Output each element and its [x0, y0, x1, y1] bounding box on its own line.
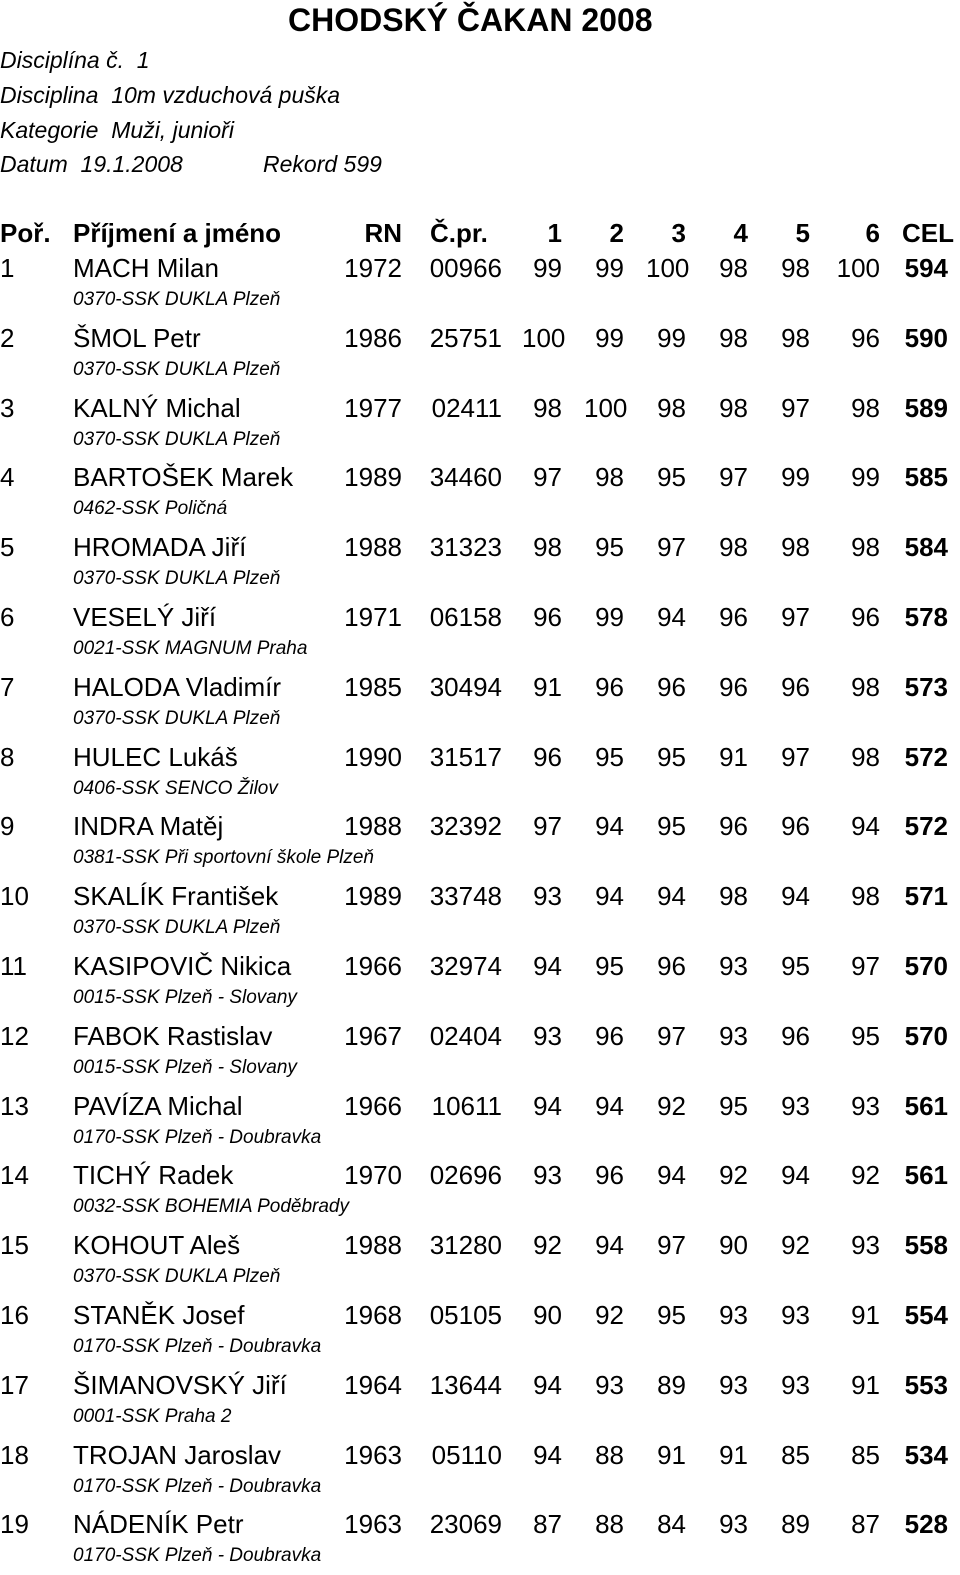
cell-s4: 93 — [719, 951, 748, 981]
table-row — [0, 949, 960, 983]
cell-poz: 15 — [0, 1230, 29, 1260]
cell-cp: 23069 — [429, 1509, 502, 1539]
cell-s3: 96 — [657, 951, 686, 981]
table-row — [0, 391, 960, 425]
table-row — [0, 809, 960, 843]
cell-s5: 97 — [781, 602, 810, 632]
club-name: 0015-SSK Plzeň - Slovany — [73, 987, 297, 1008]
cell-s1: 97 — [533, 811, 562, 841]
cell-s4: 90 — [719, 1230, 748, 1260]
cell-s4: 98 — [719, 881, 748, 911]
cell-s3: 95 — [657, 462, 686, 492]
table-row — [0, 670, 960, 704]
cell-name: PAVÍZA Michal — [73, 1091, 243, 1121]
club-name: 0170-SSK Plzeň - Doubravka — [73, 1545, 322, 1566]
table-row — [0, 1368, 960, 1402]
table-row — [0, 600, 960, 634]
cell-cp: 06158 — [429, 602, 502, 632]
cell-name: FABOK Rastislav — [73, 1021, 273, 1051]
cell-cel: 585 — [904, 462, 948, 492]
cell-s6: 92 — [851, 1160, 880, 1190]
cell-s5: 96 — [781, 1021, 810, 1051]
cell-poz: 5 — [0, 532, 15, 562]
cell-cp: 00966 — [429, 253, 502, 283]
club-name: 0370-SSK DUKLA Plzeň — [73, 1266, 281, 1287]
cell-s3: 92 — [657, 1091, 686, 1121]
cell-name: KOHOUT Aleš — [73, 1230, 241, 1260]
cell-s4: 98 — [719, 393, 748, 423]
cell-cp: 33748 — [429, 881, 502, 911]
cell-s4: 96 — [719, 672, 748, 702]
cell-rn: 1966 — [344, 1091, 402, 1121]
cell-s2: 100 — [584, 393, 628, 423]
cell-cel: 578 — [904, 602, 948, 632]
cell-cp: 30494 — [429, 672, 502, 702]
cell-cel: 584 — [904, 532, 948, 562]
cell-cel: 534 — [904, 1440, 948, 1470]
cell-poz: 17 — [0, 1370, 29, 1400]
date-text: Datum 19.1.2008 — [0, 151, 183, 177]
cell-cel: 570 — [904, 951, 948, 981]
club-name: 0370-SSK DUKLA Plzeň — [73, 917, 281, 938]
cell-s3: 94 — [657, 881, 686, 911]
discipline-name — [0, 81, 340, 109]
cell-s5: 93 — [781, 1370, 810, 1400]
table-row — [0, 1228, 960, 1262]
header-s4: 4 — [733, 218, 748, 248]
cell-rn: 1988 — [344, 811, 402, 841]
discipline-number — [0, 46, 150, 74]
cell-poz: 1 — [0, 253, 15, 283]
discipline-name-text: Disciplina 10m vzduchová puška — [0, 82, 341, 108]
cell-cp: 32392 — [429, 811, 502, 841]
cell-name: ŠIMANOVSKÝ Jiří — [73, 1370, 287, 1400]
header-s5: 5 — [795, 218, 810, 248]
cell-s1: 96 — [533, 742, 562, 772]
cell-s5: 96 — [781, 672, 810, 702]
date-record-line — [0, 150, 382, 178]
cell-name: HROMADA Jiří — [73, 532, 247, 562]
club-name: 0170-SSK Plzeň - Doubravka — [73, 1336, 322, 1357]
cell-s3: 97 — [657, 532, 686, 562]
cell-name: ŠMOL Petr — [73, 323, 201, 353]
cell-s6: 98 — [851, 672, 880, 702]
cell-cp: 10611 — [431, 1091, 502, 1121]
cell-cel: 561 — [904, 1091, 948, 1121]
cell-s2: 99 — [595, 323, 624, 353]
club-name: 0001-SSK Praha 2 — [73, 1406, 232, 1427]
cell-s5: 93 — [781, 1300, 810, 1330]
cell-poz: 4 — [0, 462, 15, 492]
cell-name: VESELÝ Jiří — [73, 602, 217, 632]
cell-poz: 3 — [0, 393, 15, 423]
cell-s2: 92 — [595, 1300, 624, 1330]
cell-cp: 02404 — [429, 1021, 502, 1051]
cell-poz: 10 — [0, 881, 29, 911]
cell-name: TICHÝ Radek — [73, 1160, 234, 1190]
cell-cel: 590 — [904, 323, 948, 353]
table-row — [0, 251, 960, 285]
page-title: CHODSKÝ ČAKAN 2008 — [288, 2, 653, 38]
cell-cel: 589 — [904, 393, 948, 423]
cell-cp: 05105 — [429, 1300, 502, 1330]
cell-s4: 96 — [719, 602, 748, 632]
cell-s6: 98 — [851, 532, 880, 562]
header-s2: 2 — [609, 218, 624, 248]
club-name: 0015-SSK Plzeň - Slovany — [73, 1057, 297, 1078]
cell-s3: 91 — [657, 1440, 686, 1470]
club-name: 0406-SSK SENCO Žilov — [73, 778, 278, 799]
cell-s6: 87 — [851, 1509, 880, 1539]
cell-s3: 95 — [657, 1300, 686, 1330]
cell-s2: 99 — [595, 602, 624, 632]
cell-s6: 85 — [851, 1440, 880, 1470]
cell-s4: 97 — [719, 462, 748, 492]
cell-cel: 594 — [904, 253, 948, 283]
cell-name: MACH Milan — [73, 253, 219, 283]
cell-s1: 93 — [533, 1160, 562, 1190]
cell-s4: 93 — [719, 1370, 748, 1400]
cell-s3: 97 — [657, 1021, 686, 1051]
cell-cp: 05110 — [431, 1440, 502, 1470]
cell-s1: 94 — [533, 951, 562, 981]
cell-name: TROJAN Jaroslav — [73, 1440, 282, 1470]
cell-poz: 19 — [0, 1509, 29, 1539]
cell-rn: 1977 — [344, 393, 402, 423]
cell-s4: 98 — [719, 323, 748, 353]
header-name: Příjmení a jméno — [73, 218, 282, 248]
cell-poz: 18 — [0, 1440, 29, 1470]
table-header — [0, 216, 960, 250]
table-row — [0, 1089, 960, 1123]
cell-s4: 98 — [719, 253, 748, 283]
cell-s1: 93 — [533, 881, 562, 911]
header-rn: RN — [364, 218, 402, 248]
cell-s3: 95 — [657, 742, 686, 772]
cell-s3: 95 — [657, 811, 686, 841]
cell-cp: 02411 — [431, 393, 502, 423]
cell-s4: 96 — [719, 811, 748, 841]
table-row — [0, 740, 960, 774]
cell-s2: 94 — [595, 811, 624, 841]
cell-name: SKALÍK František — [73, 881, 279, 911]
cell-s1: 91 — [533, 672, 562, 702]
cell-s2: 94 — [595, 1091, 624, 1121]
cell-s6: 91 — [851, 1370, 880, 1400]
cell-s3: 94 — [657, 1160, 686, 1190]
table-row — [0, 1019, 960, 1053]
cell-rn: 1964 — [344, 1370, 402, 1400]
cell-cel: 572 — [904, 811, 948, 841]
cell-s6: 98 — [851, 742, 880, 772]
cell-cel: 561 — [904, 1160, 948, 1190]
cell-s5: 89 — [781, 1509, 810, 1539]
cell-s3: 89 — [657, 1370, 686, 1400]
table-row — [0, 460, 960, 494]
cell-s3: 98 — [657, 393, 686, 423]
cell-s2: 96 — [595, 1160, 624, 1190]
record-text: Rekord 599 — [263, 151, 382, 177]
cell-s5: 85 — [781, 1440, 810, 1470]
cell-s5: 96 — [781, 811, 810, 841]
cell-s6: 93 — [851, 1230, 880, 1260]
cell-name: BARTOŠEK Marek — [73, 462, 294, 492]
cell-s2: 98 — [595, 462, 624, 492]
cell-s4: 93 — [719, 1300, 748, 1330]
cell-s3: 100 — [646, 253, 690, 283]
cell-rn: 1989 — [344, 462, 402, 492]
header-poz: Poř. — [0, 218, 51, 248]
cell-cp: 31323 — [429, 532, 502, 562]
table-row — [0, 879, 960, 913]
cell-poz: 9 — [0, 811, 15, 841]
cell-s4: 91 — [719, 1440, 748, 1470]
cell-cp: 31517 — [429, 742, 502, 772]
cell-rn: 1989 — [344, 881, 402, 911]
cell-s6: 91 — [851, 1300, 880, 1330]
cell-name: HALODA Vladimír — [73, 672, 282, 702]
cell-rn: 1963 — [344, 1509, 402, 1539]
cell-s6: 96 — [851, 323, 880, 353]
table-row — [0, 1507, 960, 1541]
cell-s5: 98 — [781, 532, 810, 562]
cell-rn: 1970 — [344, 1160, 402, 1190]
cell-s6: 96 — [851, 602, 880, 632]
cell-rn: 1988 — [344, 532, 402, 562]
cell-s1: 90 — [533, 1300, 562, 1330]
club-name: 0370-SSK DUKLA Plzeň — [73, 708, 281, 729]
cell-s1: 92 — [533, 1230, 562, 1260]
cell-s2: 94 — [595, 1230, 624, 1260]
cell-s4: 93 — [719, 1021, 748, 1051]
cell-poz: 12 — [0, 1021, 29, 1051]
cell-s5: 97 — [781, 393, 810, 423]
table-row — [0, 1298, 960, 1332]
club-name: 0370-SSK DUKLA Plzeň — [73, 429, 281, 450]
cell-s5: 98 — [781, 253, 810, 283]
cell-s6: 98 — [851, 393, 880, 423]
cell-s5: 95 — [781, 951, 810, 981]
cell-poz: 2 — [0, 323, 15, 353]
cell-s5: 99 — [781, 462, 810, 492]
club-name: 0170-SSK Plzeň - Doubravka — [73, 1127, 322, 1148]
cell-s4: 93 — [719, 1509, 748, 1539]
cell-cel: 528 — [904, 1509, 948, 1539]
cell-s6: 99 — [851, 462, 880, 492]
cell-s1: 100 — [522, 323, 566, 353]
header-s3: 3 — [671, 218, 686, 248]
cell-poz: 16 — [0, 1300, 29, 1330]
cell-s4: 92 — [719, 1160, 748, 1190]
cell-cel: 554 — [904, 1300, 948, 1330]
cell-name: HULEC Lukáš — [73, 742, 238, 772]
club-name: 0032-SSK BOHEMIA Poděbrady — [73, 1196, 349, 1217]
cell-s1: 87 — [533, 1509, 562, 1539]
cell-rn: 1963 — [344, 1440, 402, 1470]
header-s1: 1 — [547, 218, 562, 248]
club-name: 0021-SSK MAGNUM Praha — [73, 638, 308, 659]
cell-s6: 98 — [851, 881, 880, 911]
cell-cel: 553 — [904, 1370, 948, 1400]
cell-s4: 98 — [719, 532, 748, 562]
cell-s2: 88 — [595, 1440, 624, 1470]
cell-s2: 93 — [595, 1370, 624, 1400]
cell-s3: 94 — [657, 602, 686, 632]
cell-s3: 99 — [657, 323, 686, 353]
cell-s5: 97 — [781, 742, 810, 772]
table-row — [0, 1438, 960, 1472]
cell-cel: 570 — [904, 1021, 948, 1051]
cell-s1: 98 — [533, 393, 562, 423]
cell-s1: 94 — [533, 1370, 562, 1400]
cell-s5: 94 — [781, 1160, 810, 1190]
cell-s1: 96 — [533, 602, 562, 632]
club-name: 0381-SSK Při sportovní škole Plzeň — [73, 847, 374, 868]
cell-poz: 6 — [0, 602, 15, 632]
category — [0, 116, 234, 144]
cell-cp: 32974 — [429, 951, 502, 981]
cell-poz: 13 — [0, 1091, 29, 1121]
table-row — [0, 1158, 960, 1192]
cell-s1: 93 — [533, 1021, 562, 1051]
category-text: Kategorie Muži, junioři — [0, 117, 234, 143]
cell-s5: 98 — [781, 323, 810, 353]
cell-cel: 558 — [904, 1230, 948, 1260]
cell-rn: 1968 — [344, 1300, 402, 1330]
header-cel: CEL — [902, 218, 954, 248]
cell-s6: 94 — [851, 811, 880, 841]
cell-cp: 34460 — [429, 462, 502, 492]
cell-name: NÁDENÍK Petr — [73, 1509, 244, 1539]
cell-poz: 8 — [0, 742, 15, 772]
header-s6: 6 — [865, 218, 880, 248]
cell-s1: 97 — [533, 462, 562, 492]
cell-name: INDRA Matěj — [73, 811, 224, 841]
cell-poz: 14 — [0, 1160, 29, 1190]
cell-s1: 98 — [533, 532, 562, 562]
cell-s2: 96 — [595, 1021, 624, 1051]
cell-rn: 1990 — [344, 742, 402, 772]
cell-cp: 31280 — [429, 1230, 502, 1260]
cell-rn: 1971 — [344, 602, 402, 632]
cell-rn: 1966 — [344, 951, 402, 981]
cell-s5: 93 — [781, 1091, 810, 1121]
cell-name: STANĚK Josef — [73, 1300, 245, 1330]
club-name: 0170-SSK Plzeň - Doubravka — [73, 1476, 322, 1497]
cell-s6: 93 — [851, 1091, 880, 1121]
cell-cp: 13644 — [429, 1370, 502, 1400]
cell-s1: 99 — [533, 253, 562, 283]
cell-s6: 100 — [836, 253, 880, 283]
table-row — [0, 530, 960, 564]
cell-s4: 95 — [719, 1091, 748, 1121]
cell-cel: 572 — [904, 742, 948, 772]
cell-rn: 1988 — [344, 1230, 402, 1260]
cell-rn: 1967 — [344, 1021, 402, 1051]
cell-cp: 02696 — [429, 1160, 502, 1190]
cell-poz: 7 — [0, 672, 15, 702]
cell-name: KASIPOVIČ Nikica — [73, 951, 292, 981]
cell-name: KALNÝ Michal — [73, 393, 241, 423]
club-name: 0462-SSK Poličná — [73, 498, 228, 519]
cell-rn: 1985 — [344, 672, 402, 702]
cell-s2: 94 — [595, 881, 624, 911]
table-row — [0, 321, 960, 355]
cell-cel: 571 — [904, 881, 948, 911]
cell-s1: 94 — [533, 1091, 562, 1121]
cell-s2: 99 — [595, 253, 624, 283]
cell-cp: 25751 — [429, 323, 502, 353]
cell-s3: 96 — [657, 672, 686, 702]
cell-s2: 88 — [595, 1509, 624, 1539]
cell-s3: 97 — [657, 1230, 686, 1260]
cell-s4: 91 — [719, 742, 748, 772]
cell-s2: 95 — [595, 951, 624, 981]
cell-s2: 95 — [595, 742, 624, 772]
discipline-number-text: Disciplína č. 1 — [0, 47, 150, 73]
cell-rn: 1986 — [344, 323, 402, 353]
club-name: 0370-SSK DUKLA Plzeň — [73, 289, 281, 310]
cell-s2: 95 — [595, 532, 624, 562]
cell-poz: 11 — [0, 951, 27, 981]
cell-s5: 92 — [781, 1230, 810, 1260]
cell-cel: 573 — [904, 672, 948, 702]
cell-s5: 94 — [781, 881, 810, 911]
cell-s2: 96 — [595, 672, 624, 702]
cell-s3: 84 — [657, 1509, 686, 1539]
cell-rn: 1972 — [344, 253, 402, 283]
club-name: 0370-SSK DUKLA Plzeň — [73, 359, 281, 380]
cell-s6: 97 — [851, 951, 880, 981]
club-name: 0370-SSK DUKLA Plzeň — [73, 568, 281, 589]
header-cp: Č.pr. — [430, 218, 488, 248]
cell-s1: 94 — [533, 1440, 562, 1470]
cell-s6: 95 — [851, 1021, 880, 1051]
